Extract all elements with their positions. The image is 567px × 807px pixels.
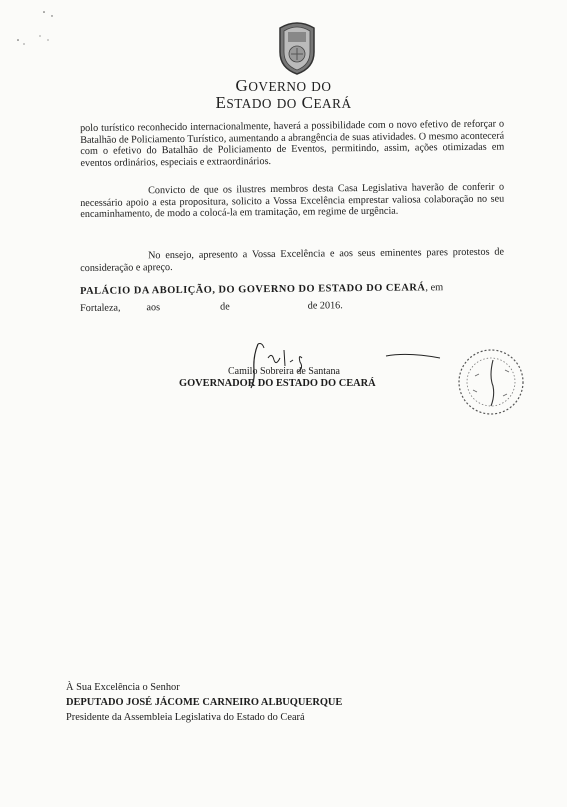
addressee-name: DEPUTADO JOSÉ JÁCOME CARNEIRO ALBUQUERQUE [66,697,343,708]
signer-title: GOVERNADOR DO ESTADO DO CEARÁ [179,378,376,389]
signer-name: Camilo Sobreira de Santana [228,366,340,377]
addressee-role: Presidente da Assembleia Legislativa do Estado do Ceará [66,712,305,723]
paragraph-2: Convicto de que os ilustres membros desta Casa Legislativa haverão de conferir o necessário apoio a esta propositura, solicito a Vossa Excelência emprestar valiosa colaboração no seu encaminhamento, de modo a colocá-la em tramitação, em regime de urgência. [80,181,505,221]
header-estado: ESTADO DO CEARÁ [215,93,352,112]
state-coat-of-arms-icon [274,18,320,76]
addressee-salutation: À Sua Excelência o Senhor [66,682,180,693]
official-stamp [455,346,527,418]
date-line: Fortaleza, aos de de 2016. [80,300,343,314]
header-governo: GOVERNO DO [235,76,332,95]
paragraph-3: No ensejo, apresento a Vossa Excelência e aos seus eminentes pares protestos de consideração e apreço. [80,246,505,274]
palacio-line: PALÁCIO DA ABOLIÇÃO, DO GOVERNO DO ESTADO DO CEARÁ, em [80,282,444,297]
scan-specks [14,6,74,56]
palacio-bold: PALÁCIO DA ABOLIÇÃO, DO GOVERNO DO ESTADO DO CEARÁ [80,282,426,297]
paragraph-1: polo turístico reconhecido internacionalmente, haverá a possibilidade com o novo efetivo de reforçar o Batalhão de Policiamento Turístico, aumentando a abrangência de suas atividades. O mesmo acontecerá com o efetivo do Batalhão de Policiamento de Eventos, permitindo, assim, ações otimizadas em eventos ordinários, especiais e extraordinários. [80,118,505,169]
